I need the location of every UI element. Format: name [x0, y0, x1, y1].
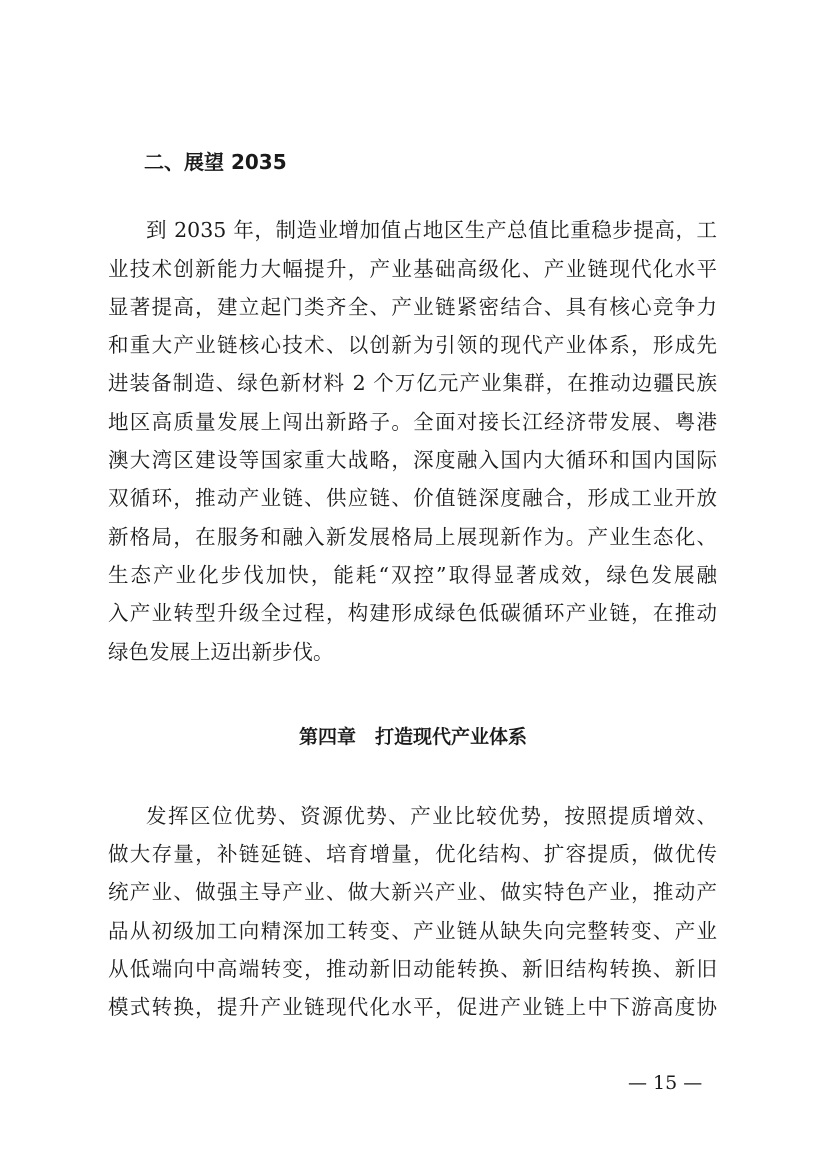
paragraph-line: 生态产业化步伐加快，能耗“双控”取得显著成效，绿色发展融	[108, 563, 717, 587]
paragraph-line: 业技术创新能力大幅提升，产业基础高级化、产业链现代化水平	[108, 257, 717, 281]
section-heading: 二、展望 2035	[144, 150, 287, 174]
paragraph-line: 到 2035 年，制造业增加值占地区生产总值比重稳步提高，工	[146, 218, 717, 242]
page-number: — 15 —	[628, 1072, 703, 1094]
paragraph-line: 做大存量，补链延链、培育增量，优化结构、扩容提质，做优传	[108, 842, 717, 866]
paragraph-line: 品从初级加工向精深加工转变、产业链从缺失向完整转变、产业	[108, 919, 717, 943]
paragraph-line: 模式转换，提升产业链现代化水平，促进产业链上中下游高度协	[108, 995, 717, 1019]
paragraph-line: 从低端向中高端转变，推动新旧动能转换、新旧结构转换、新旧	[108, 957, 717, 981]
paragraph-line: 发挥区位优势、资源优势、产业比较优势，按照提质增效、	[146, 804, 717, 828]
paragraph-line: 进装备制造、绿色新材料 2 个万亿元产业集群，在推动边疆民族	[108, 371, 717, 395]
paragraph-line: 显著提高，建立起门类齐全、产业链紧密结合、具有核心竞争力	[108, 295, 717, 319]
paragraph-line: 地区高质量发展上闯出新路子。全面对接长江经济带发展、粤港	[108, 410, 717, 434]
paragraph-line: 统产业、做强主导产业、做大新兴产业、做实特色产业，推动产	[108, 880, 717, 904]
paragraph-line: 新格局，在服务和融入新发展格局上展现新作为。产业生态化、	[108, 525, 717, 549]
paragraph-line: 和重大产业链核心技术、以创新为引领的现代产业体系，形成先	[108, 333, 717, 357]
paragraph-line: 绿色发展上迈出新步伐。	[108, 640, 334, 664]
paragraph-line: 澳大湾区建设等国家重大战略，深度融入国内大循环和国内国际	[108, 448, 717, 472]
paragraph-line: 入产业转型升级全过程，构建形成绿色低碳循环产业链，在推动	[108, 601, 717, 625]
chapter-title: 第四章 打造现代产业体系	[298, 726, 527, 748]
paragraph-line: 双循环，推动产业链、供应链、价值链深度融合，形成工业开放	[108, 486, 717, 510]
